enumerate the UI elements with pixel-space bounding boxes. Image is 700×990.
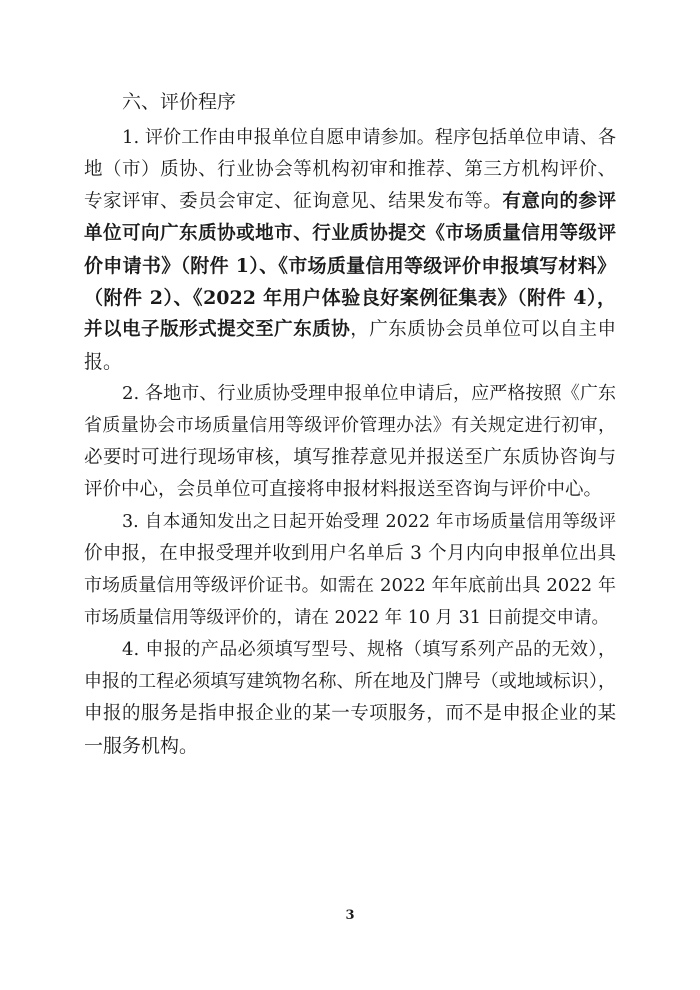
text-segment: 省质量协会市场质量信用等级评价管理办法》有关规定进行初审， [84,415,616,436]
paragraph-line [84,378,616,410]
paragraph-line [84,634,616,666]
bold-text-segment: 单位可向广东质协或地市、行业质协提交《市场质量信用等级评 [84,223,616,244]
page-number: 3 [345,908,355,923]
text-segment: ，广东质协会员单位可以自主申 [350,319,616,340]
text-segment: 价申报，在申报受理并收到用户名单后 3 个月内向申报单位出具 [84,543,616,564]
paragraph-line [84,474,616,506]
bold-text-segment: （附件 2）、《2022 年用户体验良好案例征集表》（附件 4）， [84,287,616,309]
text-segment: 评价中心，会员单位可直接将申报材料报送至咨询与评价中心。 [84,479,603,500]
document-body [84,86,616,762]
text-segment: 2. 各地市、行业质协受理申报单位申请后，应严格按照《广东 [122,383,616,404]
paragraph-line [84,250,616,282]
paragraph-line [84,666,616,698]
paragraph [84,506,616,634]
paragraph-line [84,186,616,218]
paragraph-line [84,218,616,250]
text-segment: 申报的工程必须填写建筑物名称、所在地及门牌号（或地域标识）， [84,671,616,692]
paragraph-line [84,730,616,762]
text-segment: 4. 申报的产品必须填写型号、规格（填写系列产品的无效）， [122,639,616,660]
section-heading: 六、评价程序 [122,91,237,113]
paragraph [84,634,616,762]
paragraph-line [84,698,616,730]
text-segment: 一服务机构。 [84,735,199,757]
paragraph [84,122,616,378]
text-segment: 报。 [84,351,123,373]
paragraph-line [84,410,616,442]
bold-text-segment: 并以电子版形式提交至广东质协 [84,319,351,340]
text-segment: 必要时可进行现场审核，填写推荐意见并报送至广东质协咨询与 [84,447,616,468]
bold-text-segment: 有意向的参评 [502,191,616,212]
paragraph-line [84,506,616,538]
paragraph [84,378,616,506]
paragraph-list [84,122,616,762]
bold-text-segment: 价申请书》（附件 1）、《市场质量信用等级评价申报填写材料》 [84,255,616,277]
paragraph-line [84,122,616,154]
paragraph-line [84,154,616,186]
text-segment: 申报的服务是指申报企业的某一专项服务，而不是申报企业的某 [84,703,616,724]
paragraph-line [84,346,616,378]
text-segment: 1. 评价工作由申报单位自愿申请参加。程序包括单位申请、各 [122,127,616,148]
text-segment: 市场质量信用等级评价的，请在 2022 年 10 月 31 日前提交申请。 [84,608,609,628]
paragraph-line [84,282,616,314]
paragraph-line [84,570,616,602]
paragraph-line [84,314,616,346]
text-segment: 专家评审、委员会审定、征询意见、结果发布等。 [84,191,503,212]
paragraph-line [84,442,616,474]
text-segment: 3. 自本通知发出之日起开始受理 2022 年市场质量信用等级评 [122,512,616,532]
paragraph-line [84,602,616,634]
text-segment: 市场质量信用等级评价证书。如需在 2022 年年底前出具 2022 年 [84,575,616,596]
paragraph-line [84,538,616,570]
text-segment: 地（市）质协、行业协会等机构初审和推荐、第三方机构评价、 [84,159,616,180]
